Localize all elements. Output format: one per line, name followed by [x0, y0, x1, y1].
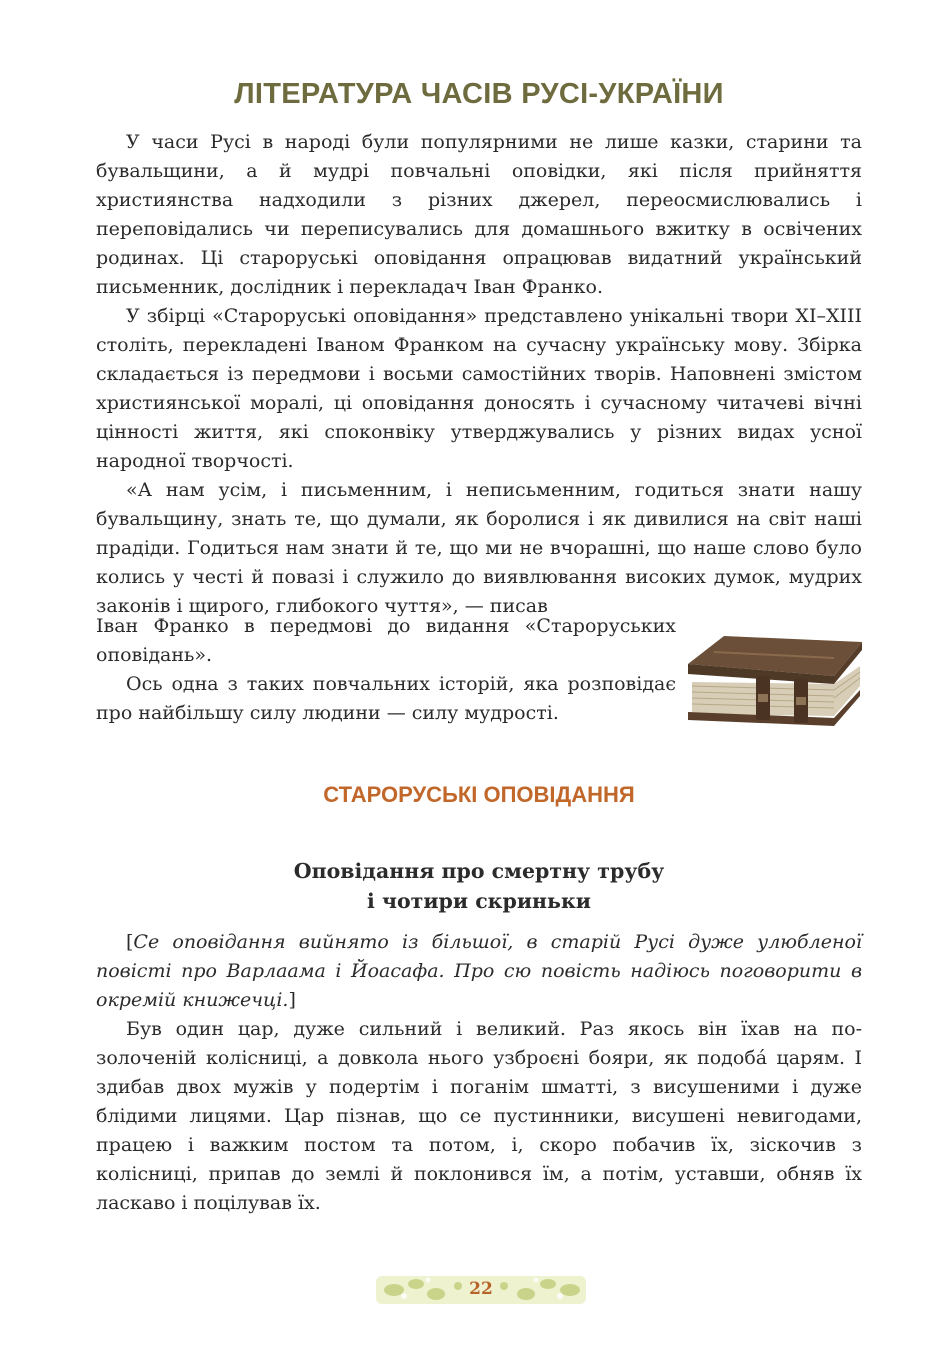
- intro-text: [96, 128, 862, 621]
- story-title: [96, 856, 862, 916]
- story-text: [96, 928, 862, 1218]
- story-title-line-1: Оповідання про смертну трубу: [293, 859, 665, 883]
- page-title: ЛІТЕРАТУРА ЧАСІВ РУСІ-УКРАЇНИ: [234, 78, 724, 110]
- editor-note: [96, 928, 862, 1015]
- page-footer: [376, 1268, 586, 1310]
- editor-note-close-bracket: ]: [288, 989, 296, 1011]
- intro-paragraph-1: У часи Русі в народі були популярними не лише казки, старини та бувальщини, а й мудрі повчальні оповідки, які після прийняття християнства надходили з різних джерел, переосмислювались і переповідались чи переписувались для домашнього вжитку в освічених родинах. Ці староруські оповідання опрацював видатний український письменник, дослідник і перекладач Іван Франко.: [96, 131, 862, 298]
- story-title-line-2: і чотири скриньки: [367, 889, 591, 913]
- intro-paragraph-3: «А нам усім, і письменним, і неписьменним, годиться знати нашу бувальщину, знать те, що думали, як боролися і як дивилися на світ наші прадіди. Годиться нам знати й те, що ми не вчорашні, що наше слово було колись у честі й повазі і служило до виявлювання високих думок, мудрих законів і щирого, глибокого чуття», — писав: [96, 479, 862, 617]
- editor-note-open-bracket: [: [126, 931, 134, 953]
- closing-intro-paragraph: Ось одна з таких повчальних історій, яка розповідає про найбільшу силу людини — силу мудрості.: [96, 673, 676, 724]
- section-heading: СТАРОРУСЬКІ ОПОВІДАННЯ: [323, 782, 635, 807]
- old-book-illustration: [684, 624, 864, 734]
- editor-note-text: Се оповідання вийнято із більшої, в старій Русі дуже улюбленої повісті про Варлаама і Йоасафа. Про сю повість надіюсь поговорити в окремій книжечці.: [96, 931, 862, 1011]
- quote-attribution: Іван Франко в передмові до видання «Староруських оповідань».: [96, 615, 676, 666]
- intro-text-narrow: [96, 612, 676, 728]
- page-number: 22: [469, 1279, 493, 1299]
- intro-paragraph-2: У збірці «Староруські оповідання» представлено унікальні твори XI–XIII століть, перекладені Іваном Франком на сучасну українську мову. Збірка складається із передмови і восьми самостійних творів. Наповнені змістом християнської моралі, ці оповідання доносять і сучасному читачеві вічні цінності життя, які споконвіку утверджувались у різних видах усної народної творчості.: [96, 305, 862, 472]
- story-paragraph: Був один цар, дуже сильний і великий. Раз якось він їхав на позолоченій колісниці, а довкола нього узброєні бояри, як подоба́ царям. І здибав двох мужів у подертім і поганім шматті, з висушеними і дуже блідими лицями. Цар пізнав, що се пустинники, висушені невигодами, працею і важким постом та потом, і, скоро побачив їх, зіскочив з колісниці, припав до землі й поклонився їм, а потім, уставши, обняв їх ласкаво і поцілував їх.: [96, 1018, 862, 1214]
